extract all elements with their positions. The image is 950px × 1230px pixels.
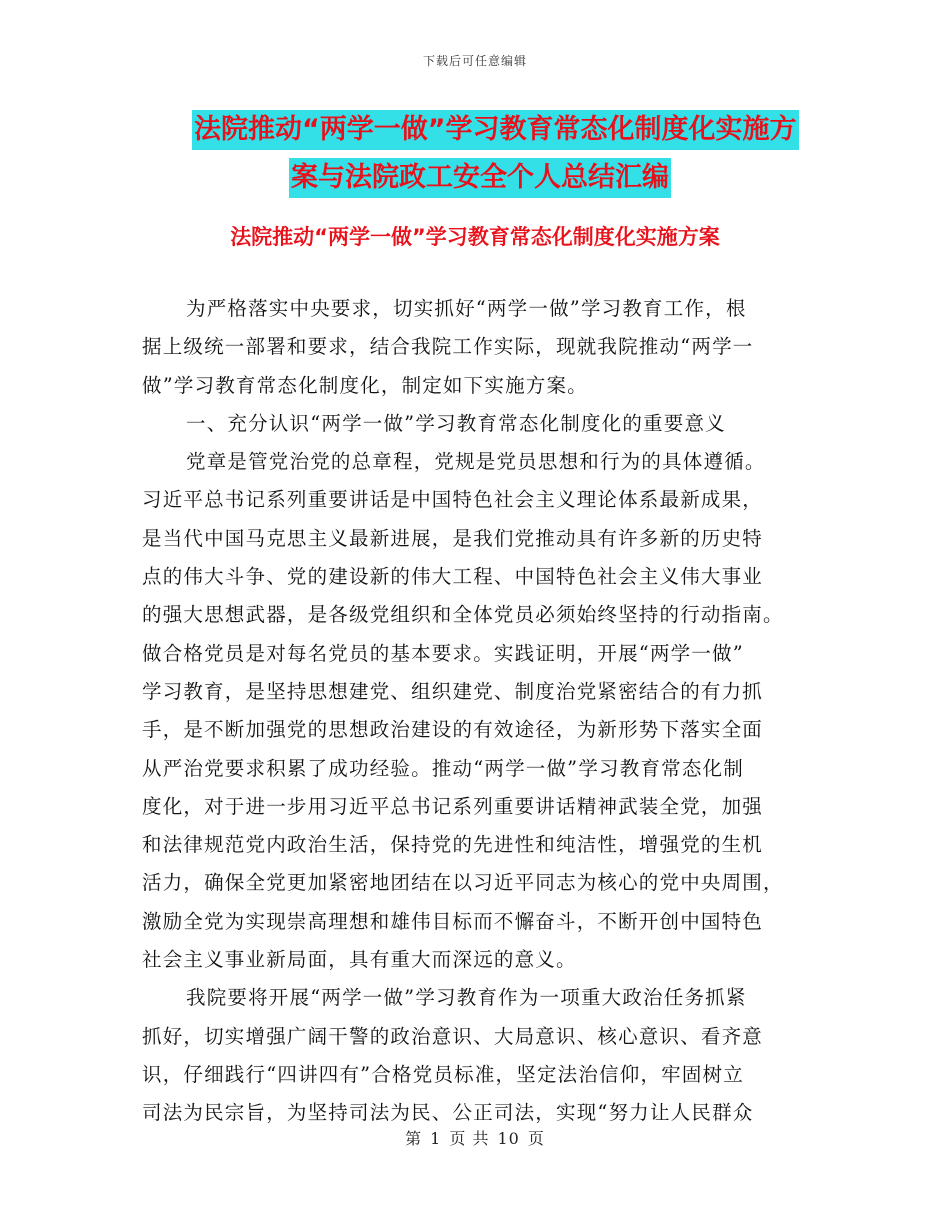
body-line: 和法律规范党内政治生活，保持党的先进性和纯洁性，增强党的生机	[142, 833, 764, 857]
footer-middle: 页 共	[449, 1129, 490, 1148]
body-line: 做合格党员是对每名党员的基本要求。实践证明，开展“两学一做”	[142, 641, 744, 665]
body-line: 我院要将开展“两学一做”学习教育作为一项重大政治任务抓紧	[186, 986, 747, 1010]
body-line: 据上级统一部署和要求，结合我院工作实际，现就我院推动“两学一	[142, 335, 754, 359]
body-line: 一、充分认识“两学一做”学习教育常态化制度化的重要意义	[186, 411, 726, 435]
body-line: 学习教育，是坚持思想建党、组织建党、制度治党紧密结合的有力抓	[142, 679, 764, 703]
footer-suffix: 页	[527, 1129, 545, 1148]
document-title-line-1: 法院推动“两学一做”学习教育常态化制度化实施方	[192, 110, 799, 150]
body-line: 活力，确保全党更加紧密地团结在以习近平同志为核心的党中央周围，	[142, 871, 784, 895]
body-text	[142, 290, 808, 1133]
body-line: 抓好，切实增强广阔干警的政治意识、大局意识、核心意识、看齐意	[142, 1024, 764, 1048]
current-page-number: 1	[430, 1129, 442, 1148]
body-line: 是当代中国马克思主义最新进展，是我们党推动具有许多新的历史特	[142, 526, 764, 550]
body-line: 手，是不断加强党的思想政治建设的有效途径，为新形势下落实全面	[142, 718, 764, 742]
footer-prefix: 第	[405, 1129, 423, 1148]
section-heading: 法院推动“两学一做”学习教育常态化制度化实施方案	[230, 225, 720, 249]
body-line: 司法为民宗旨，为坚持司法为民、公正司法，实现“努力让人民群众	[142, 1101, 754, 1125]
body-line: 习近平总书记系列重要讲话是中国特色社会主义理论体系最新成果，	[142, 488, 764, 512]
body-line: 识，仔细践行“四讲四有”合格党员标准，坚定法治信仰，牢固树立	[142, 1062, 744, 1086]
body-line: 的强大思想武器，是各级党组织和全体党员必须始终坚持的行动指南。	[142, 603, 784, 627]
body-line: 为严格落实中央要求，切实抓好“两学一做”学习教育工作，根	[186, 297, 747, 320]
body-line: 激励全党为实现崇高理想和雄伟目标而不懈奋斗，不断开创中国特色	[142, 909, 764, 933]
body-line: 党章是管党治党的总章程，党规是党员思想和行为的具体遵循。	[186, 450, 766, 474]
page-footer	[0, 1126, 950, 1149]
body-line: 从严治党要求积累了成功经验。推动“两学一做”学习教育常态化制	[142, 756, 744, 780]
document-title-line-2: 案与法院政工安全个人总结汇编	[289, 158, 671, 198]
total-page-count: 10	[497, 1129, 520, 1148]
body-line: 社会主义事业新局面，具有重大而深远的意义。	[142, 948, 577, 972]
page-header-note: 下载后可任意编辑	[422, 54, 527, 68]
body-line: 点的伟大斗争、党的建设新的伟大工程、中国特色社会主义伟大事业	[142, 565, 764, 589]
body-line: 度化，对于进一步用习近平总书记系列重要讲话精神武装全党，加强	[142, 794, 764, 818]
body-line: 做”学习教育常态化制度化，制定如下实施方案。	[142, 373, 588, 397]
